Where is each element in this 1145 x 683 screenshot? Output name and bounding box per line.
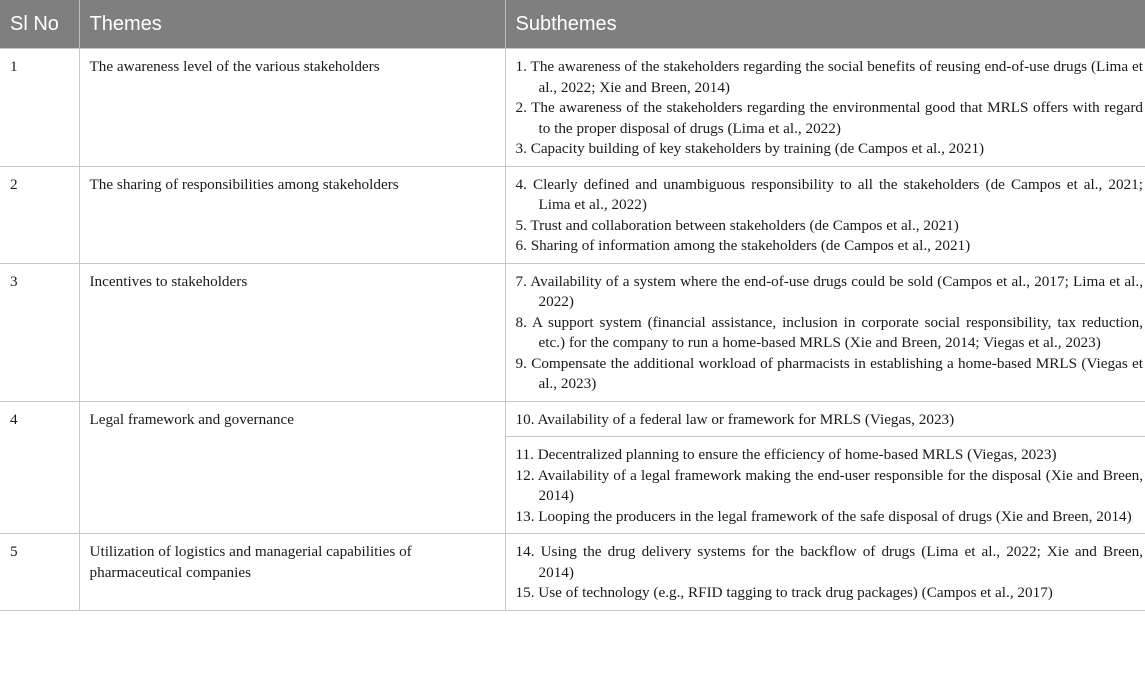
table-row (0, 401, 1145, 534)
row-theme: Utilization of logistics and managerial capabilities of pharmaceutical companies (79, 534, 505, 611)
subtheme-item: 5. Trust and collaboration between stakeholders (de Campos et al., 2021) (515, 216, 959, 234)
row-theme: The awareness level of the various stakeholders (79, 49, 505, 167)
subtheme-item: 2. The awareness of the stakeholders regarding the environmental good that MRLS offers with regard to the proper disposal of drugs (Lima et al., 2022) (515, 99, 1143, 137)
row-subthemes (505, 49, 1145, 167)
row-subthemes (505, 534, 1145, 611)
subtheme-item: 9. Compensate the additional workload of pharmacists in establishing a home-based MRLS (Viegas et al., 2023) (515, 354, 1143, 392)
subtheme-item: 7. Availability of a system where the end-of-use drugs could be sold (Campos et al., 2017; Lima et al., 2022) (515, 272, 1143, 310)
table-row (0, 534, 1145, 611)
row-theme: Incentives to stakeholders (79, 263, 505, 401)
table-row (0, 263, 1145, 401)
row-slno: 2 (0, 166, 79, 263)
row-theme: The sharing of responsibilities among stakeholders (79, 166, 505, 263)
subtheme-item: 15. Use of technology (e.g., RFID tagging to track drug packages) (Campos et al., 2017) (515, 584, 1053, 601)
row-slno: 3 (0, 263, 79, 401)
subtheme-item: 4. Clearly defined and unambiguous responsibility to all the stakeholders (de Campos et al., 2021; Lima et al., 2022) (515, 175, 1143, 213)
subtheme-item: 8. A support system (financial assistance, inclusion in corporate social responsibility, tax reduction, etc.) for the company to run a home-based MRLS (Xie and Breen, 2014; Viegas et al., 2023) (515, 313, 1143, 351)
subtheme-item: 1. The awareness of the stakeholders regarding the social benefits of reusing end-of-use drugs (Lima et al., 2022; Xie and Breen, 2014) (515, 58, 1143, 96)
subtheme-item: 11. Decentralized planning to ensure the efficiency of home-based MRLS (Viegas, 2023) (515, 446, 1057, 463)
subtheme-item: 10. Availability of a federal law or framework for MRLS (Viegas, 2023) (515, 410, 955, 428)
subtheme-item: 14. Using the drug delivery systems for the backflow of drugs (Lima et al., 2022; Xie and Breen, 2014) (515, 543, 1144, 581)
row-slno: 1 (0, 49, 79, 167)
row-slno: 4 (0, 401, 79, 534)
subtheme-item: 6. Sharing of information among the stakeholders (de Campos et al., 2021) (515, 237, 971, 254)
subtheme-item: 3. Capacity building of key stakeholders by training (de Campos et al., 2021) (515, 140, 985, 157)
row-subthemes (505, 401, 1145, 534)
header-row (0, 0, 1145, 49)
table-row (0, 49, 1145, 167)
subtheme-item: 12. Availability of a legal framework making the end-user responsible for the disposal (Xie and Breen, 2014) (515, 466, 1143, 504)
header-subthemes: Subthemes (505, 0, 1145, 49)
table-row (0, 166, 1145, 263)
header-themes: Themes (79, 0, 505, 49)
header-slno: Sl No (0, 0, 79, 49)
row-theme: Legal framework and governance (79, 401, 505, 534)
row-subthemes (505, 263, 1145, 401)
row-slno: 5 (0, 534, 79, 611)
subtheme-item: 13. Looping the producers in the legal framework of the safe disposal of drugs (Xie and Breen, 2014) (515, 507, 1132, 525)
row-subthemes (505, 166, 1145, 263)
